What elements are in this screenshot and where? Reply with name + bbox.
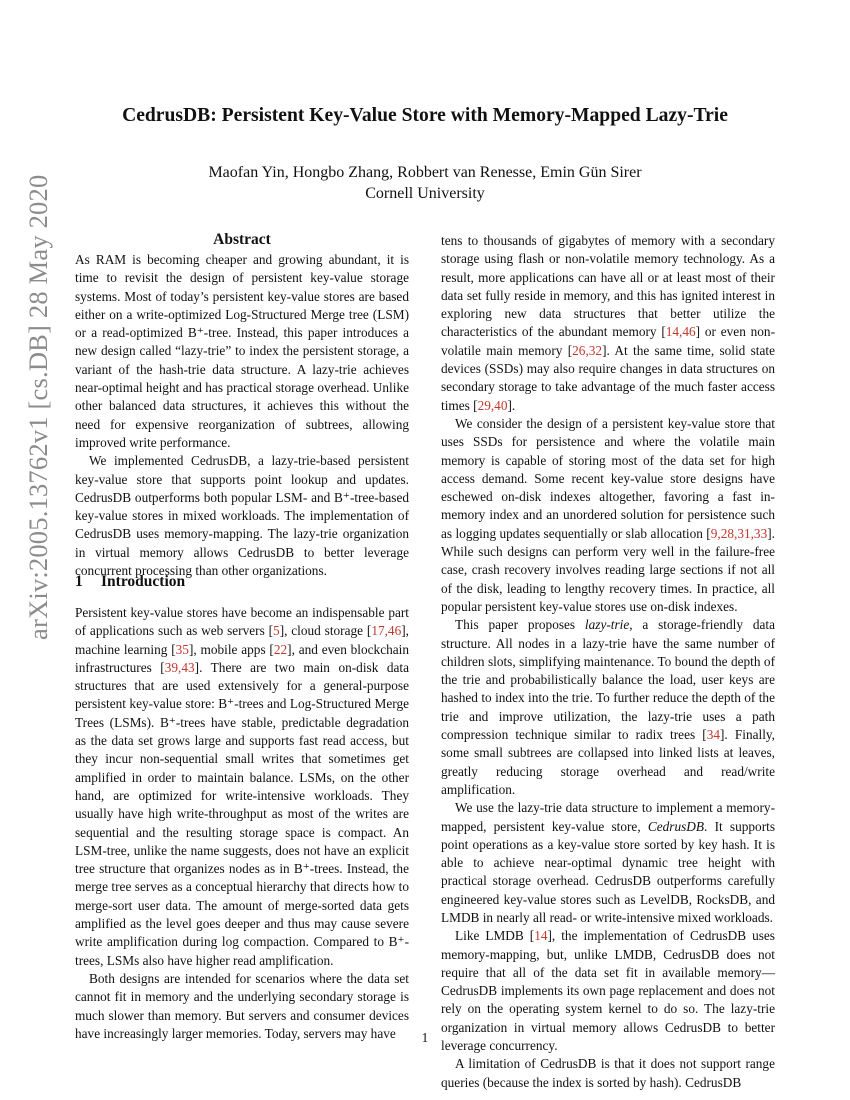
intro-paragraph-1: Persistent key-value stores have become an indispensable part of applications such as web servers [5], cloud storage [17,46], machine learning [35], mobile apps [22], and even blockchain infrastructures [39,43]. There are two main on-disk data structures that are used extensively for a general-purpose persistent key-value store: B⁺-trees and Log-Structured Merge Trees (LSMs). B⁺-trees have stable, predictable degradation as the data set grows large and supports fast read access, but they incur non-sequential small writes that sometimes get amplified in order to maintain balance. LSMs, on the other hand, are optimized for write-intensive workloads. They usually have high write-throughput as most of the writes are sequential and the resulting storage space is compact. An LSM-tree, unlike the name suggests, does not have an explicit tree structure that organizes nodes as in B⁺-trees. Instead, the merge tree serves as a conceptual hierarchy that directs how to merge-sort user data. The amount of merge-sorted data gets amplified as the level goes deeper and thus may cause severe write amplification during log compaction. Compared to B⁺-trees, LSMs also have higher read amplification. xyxy=(75,605,409,968)
affiliation: Cornell University xyxy=(365,185,485,202)
citation-link[interactable]: 35 xyxy=(175,641,189,657)
citation-link[interactable]: 14,46 xyxy=(665,324,696,340)
citation-link[interactable]: 17,46 xyxy=(371,623,402,639)
term-lazy-trie: lazy-trie xyxy=(584,617,630,633)
citation-link[interactable]: 5 xyxy=(273,623,280,639)
section-title: Introduction xyxy=(101,573,186,590)
section-number: 1 xyxy=(75,573,83,590)
citation-link[interactable]: 22 xyxy=(273,641,288,657)
intro-paragraph-6: Like LMDB [14], the implementation of CedrusDB uses memory-mapping, but, unlike LMDB, CedrusDB does not require that all of the data set fit in available memory—CedrusDB implements its own page replacement and does not rely on the operating system kernel to do so. The lazy-trie organization in virtual memory allows CedrusDB to better leverage concurrency. xyxy=(441,928,775,1054)
author-block xyxy=(60,162,790,204)
citation-link[interactable]: 34 xyxy=(706,727,720,743)
intro-paragraph-3: We consider the design of a persistent key-value store that uses SSDs for persistence and where the volatile main memory is capable of storing most of the data set for high access demand. Some recent key-value store designs have eschewed on-disk indexes altogether, favoring a fast in-memory index and an unordered solution for persistence such as logging updates sequentially or slab allocation [9,28,31,33]. While such designs can perform very well in the failure-free case, crash recovery involves reading large sections if not all of the disk, leading to lengthy recovery times. In practice, all popular persistent key-value stores use on-disk indexes. xyxy=(441,415,775,614)
citation-link[interactable]: 26,32 xyxy=(572,342,603,358)
citation-link[interactable]: 29,40 xyxy=(477,397,508,413)
intro-paragraph-7: A limitation of CedrusDB is that it does not support range queries (because the index is sorted by hash). CedrusDB xyxy=(441,1056,775,1090)
intro-paragraph-continued: tens to thousands of gigabytes of memory with a secondary storage using flash or non-volatile memory technology. As a result, more applications can have all or at least most of their data set fully reside in memory, and this has ignited interest in exploring new data structures that better utilize the characteristics of the abundant memory [14,46] or even non-volatile main memory [26,32]. At the same time, solid state devices (SSDs) may also require changes in data structures on secondary storage to take advantage of the much faster access times [29,40]. xyxy=(441,233,775,413)
citation-link[interactable]: 14 xyxy=(534,928,548,944)
page-number: 1 xyxy=(421,1030,429,1045)
abstract-paragraph-2: We implemented CedrusDB, a lazy-trie-based persistent key-value store that supports point lookup and updates. CedrusDB outperforms both popular LSM- and B⁺-tree-based key-value stores in mixed workloads. The implementation of CedrusDB uses memory-mapping. The lazy-trie organization in virtual memory allows CedrusDB to better leverage concurrent processing than other organizations. xyxy=(75,453,409,579)
intro-body-right xyxy=(441,232,775,1092)
term-cedrusdb: CedrusDB xyxy=(647,818,705,834)
abstract-paragraph-1: As RAM is becoming cheaper and growing abundant, it is time to revisit the design of persistent key-value storage systems. Most of today’s persistent key-value stores are based either on a write-optimized Log-Structured Merge tree (LSM) or a read-optimized B⁺-tree. Instead, this paper introduces a new design called “lazy-trie” to index the persistent storage, a variant of the hash-trie data structure. A lazy-trie achieves near-optimal height and has practical storage overhead. Unlike other balanced data structures, it achieves this without the need for expensive reorganization of subtrees, allowing improved write performance. xyxy=(75,252,409,450)
citation-link[interactable]: 39,43 xyxy=(164,659,195,675)
section-heading-introduction xyxy=(75,572,185,592)
abstract-body xyxy=(75,251,409,580)
paper-title: CedrusDB: Persistent Key-Value Store with Memory-Mapped Lazy-Trie xyxy=(122,105,728,126)
intro-paragraph-4: This paper proposes lazy-trie, a storage-friendly data structure. All nodes in a lazy-trie have the same number of children slots, simplifying maintenance. To bound the depth of the trie and probabilistically balance the load, user keys are hashed to index into the trie. To further reduce the depth of the trie and improve utilization, the lazy-trie uses a path compression technique similar to radix trees [34]. Finally, some small subtrees are collapsed into linked lists at leaves, greatly reducing storage overhead and read/write amplification. xyxy=(441,617,776,797)
citation-link[interactable]: 9,28,31,33 xyxy=(710,525,768,541)
abstract-heading: Abstract xyxy=(213,231,271,248)
intro-body-left xyxy=(75,604,409,1043)
arxiv-stamp: arXiv:2005.13762v1 [cs.DB] 28 May 2020 xyxy=(23,174,53,640)
intro-paragraph-5: We use the lazy-trie data structure to implement a memory-mapped, persistent key-value store, CedrusDB. It supports point operations as a key-value store sorted by key hash. It is able to achieve near-optimal dynamic tree height with practical storage overhead. CedrusDB outperforms carefully engineered key-value stores such as LevelDB, RocksDB, and LMDB in nearly all read- or write-intensive mixed workloads. xyxy=(441,800,775,925)
intro-paragraph-2: Both designs are intended for scenarios where the data set cannot fit in memory and the underlying secondary storage is much slower than memory. But servers and consumer devices have increasingly larger memories. Today, servers may have xyxy=(75,970,409,1041)
author-names: Maofan Yin, Hongbo Zhang, Robbert van Renesse, Emin Gün Sirer xyxy=(208,164,642,181)
